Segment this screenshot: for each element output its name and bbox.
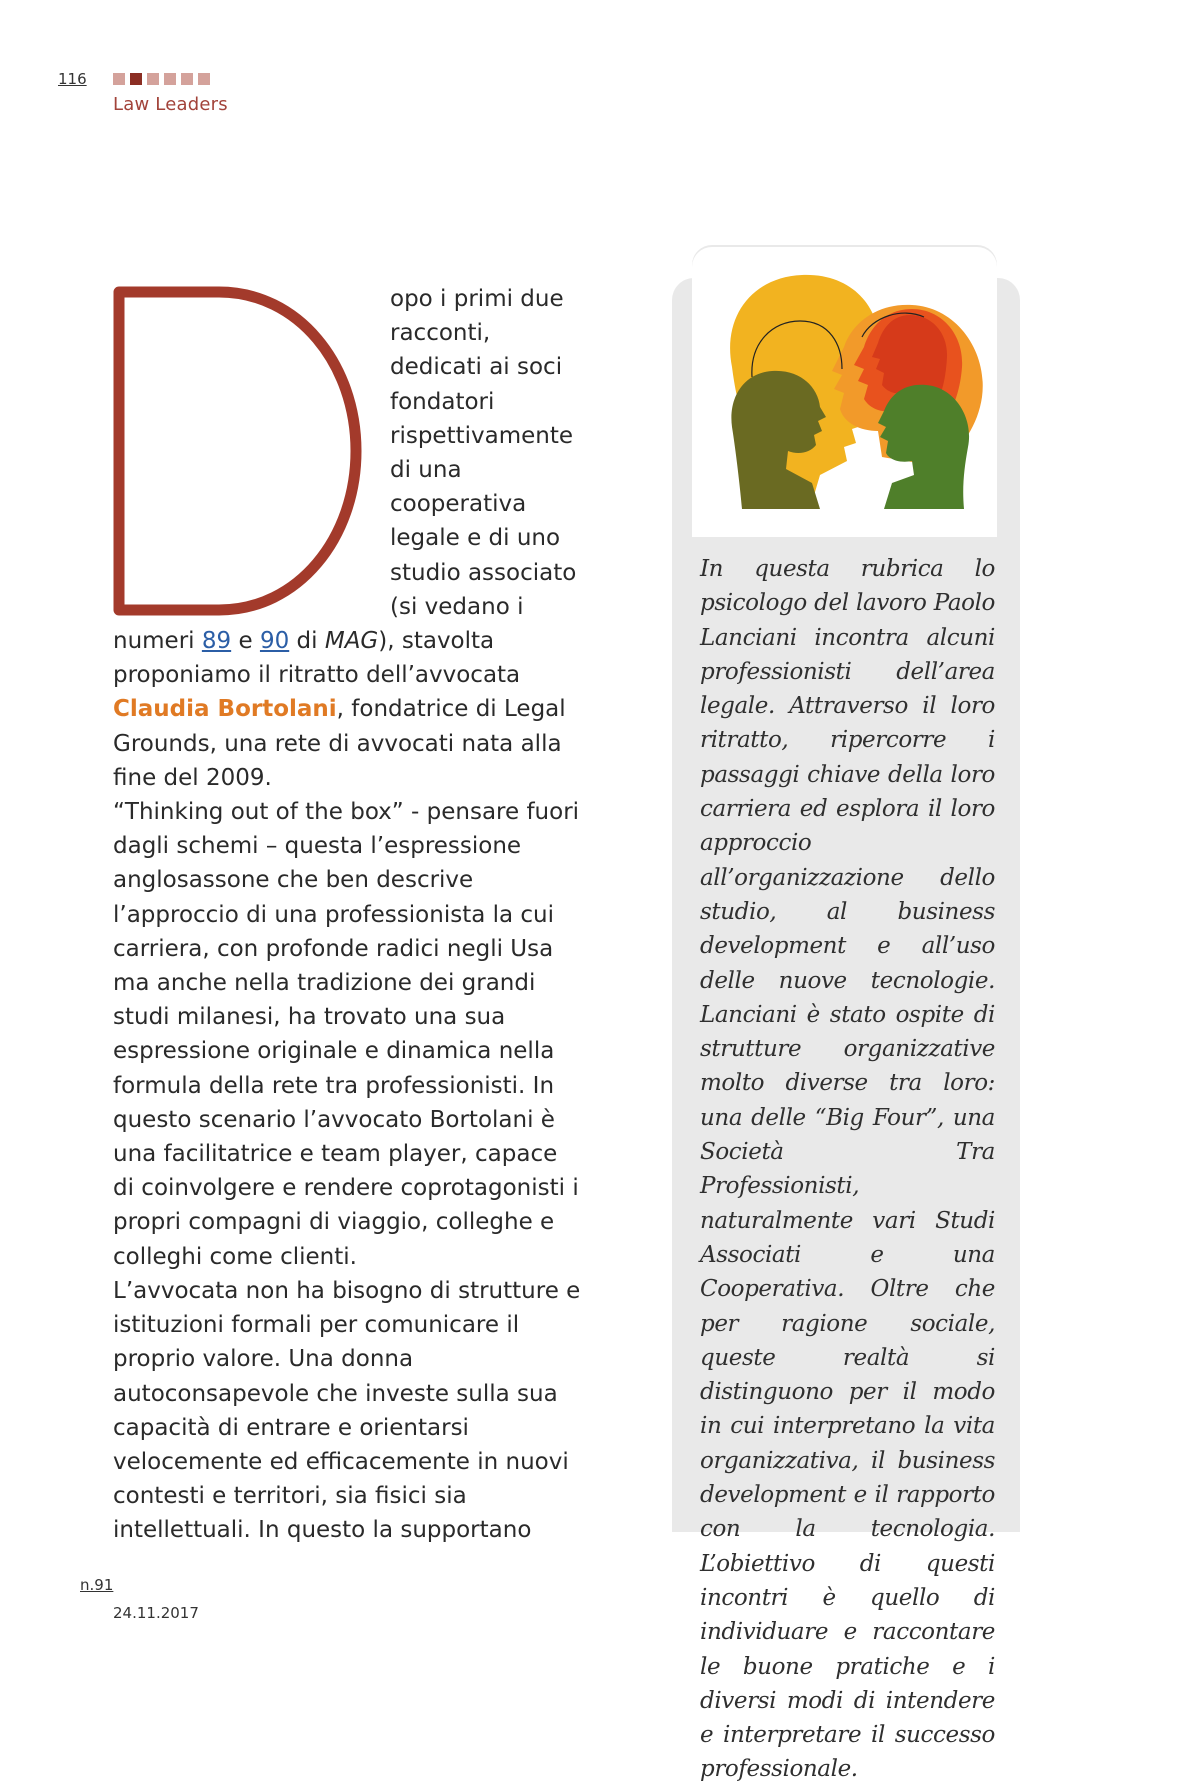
issue-90-link[interactable]: 90 [259, 628, 290, 655]
sidebar-illustration [692, 247, 997, 537]
ref-conjunction: e [231, 628, 260, 655]
indicator-square [147, 73, 159, 85]
person-name: Claudia Bortolani [113, 696, 337, 723]
article-paragraph-2: “Thinking out of the box” - pensare fuori dagli schemi – questa l’espressione anglosassone che ben descrive l’approccio di una professionista la cui carriera, con profonde radici negli Usa ma anche nella tradizione dei grandi studi milanesi, ha trovato una sua espressione originale e dinamica nella formula della rete tra professionisti. In questo scenario l’avvocato Bortolani è una facilitatrice e team player, capace di coinvolgere e rendere coprotagonisti i propri compagni di viaggio, colleghe e colleghi come clienti. [113, 799, 580, 1270]
sidebar-text: In questa rubrica lo psicologo del lavoro Paolo Lanciani incontra alcuni professionisti dell’area legale. Attraverso il loro ritratto, ripercorre i passaggi chiave della loro carriera ed esplora il loro approccio all’organizzazione dello studio, al business development e all’uso delle nuove tecnologie. Lanciani è stato ospite di strutture organizzative molto diverse tra loro: una delle “Big Four”, una Società Tra Professionisti, naturalmente vari Studi Associati e una Cooperativa. Oltre che per ragione sociale, queste realtà si distinguono per il modo in cui interpretano la vita organizzativa, il business development e il rapporto con la tecnologia. L’obiettivo di questi incontri è quello di individuare e raccontare le buone pratiche e i diversi modi di intendere e interpretare il successo professionale. [700, 556, 995, 1783]
issue-number: n.91 [80, 1576, 114, 1594]
after-mag-text: ), stavolta proponiamo il ritratto dell’avvocata [113, 628, 521, 689]
indicator-square-active [130, 73, 142, 85]
article-paragraph-3: L’avvocata non ha bisogno di strutture e istituzioni formali per comunicare il proprio valore. Una donna autoconsapevole che investe sulla sua capacità di entrare e orientarsi velocemente ed efficacemente in nuovi contesti e territori, sia fisici sia intellettuali. In questo la supportano [113, 1277, 581, 1544]
mag-title: MAG [324, 628, 379, 655]
issue-89-link[interactable]: 89 [201, 628, 232, 655]
ref-di: di [289, 628, 325, 655]
indicator-square [198, 73, 210, 85]
heads-illustration [692, 247, 997, 537]
indicator-square [164, 73, 176, 85]
indicator-square [113, 73, 125, 85]
section-name: Law Leaders [113, 94, 228, 115]
section-indicator [113, 73, 210, 85]
issue-date: 24.11.2017 [113, 1604, 199, 1622]
article-body [113, 282, 583, 1548]
after-name-text: , fondatrice di Legal Grounds, una rete di avvocati nata alla fine del 2009. [113, 696, 566, 791]
page-number: 116 [58, 70, 87, 88]
intro-text: opo i primi due racconti, dedicati ai soci fondatori rispettivamente di una cooperativa legale e di uno studio associato (si vedano i numeri [113, 286, 577, 655]
indicator-square [181, 73, 193, 85]
